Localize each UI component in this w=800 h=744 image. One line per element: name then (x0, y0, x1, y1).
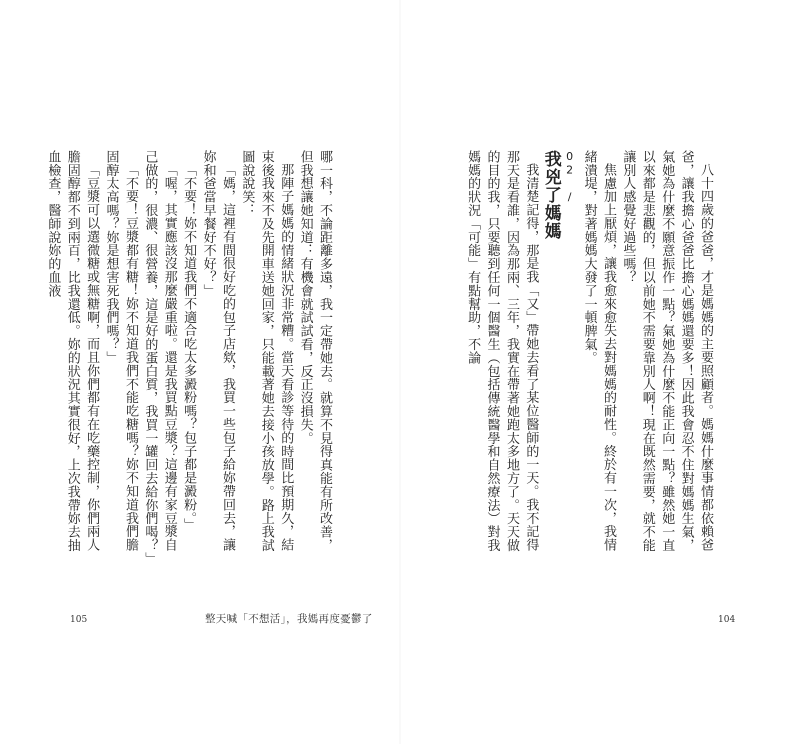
page-number-right: 104 (718, 615, 736, 625)
chapter-title: 我兇了媽媽 (540, 150, 561, 240)
paragraph: 我清楚記得，那是我「又」帶她去看了某位醫師的一天。我不記得那天是看誰，因為那兩、三年，我實在帶著她跑太多地方了。天天做的目的我，只要聽到任何一個醫生（包括傳統醫學和自然療法）對我媽媽的狀況「可能」有點幫助，不論 (465, 150, 539, 552)
chapter-number: 02 / (563, 150, 577, 204)
left-page-text (43, 150, 334, 566)
paragraph: 「媽，這裡有間很好吃的包子店欸，我買一些包子給妳帶回去，讓妳和爸當早餐好不好？」 (200, 150, 235, 552)
paragraph: 「不要！妳不知道我們不適合吃太多澱粉嗎？包子都是澱粉。」 (181, 163, 197, 532)
running-head: 整天喊「不想活」，我媽再度憂鬱了 (205, 613, 373, 625)
left-page (45, 150, 334, 570)
paragraph: 「豆漿可以選微糖或無糖啊，而且你們都有在吃藥控制，你們兩人膽固醇都不到兩百，比我還低。妳的狀況其實很好，上次我帶妳去抽血檢查，醫師說妳的血液 (45, 150, 100, 552)
right-page (440, 150, 715, 570)
right-page-text (463, 150, 715, 560)
paragraph: 焦慮加上厭煩，讓我愈來愈失去對媽媽的耐性。終於有一次，我情緒潰堤，對著媽媽大發了一頓脾氣。 (581, 150, 616, 552)
paragraph: 「喔，其實應該沒那麼嚴重啦。還是我買點豆漿？這邊有家豆漿自己做的，很濃、很營養，這是好的蛋白質，我買一罐回去給你們喝？」 (142, 150, 177, 566)
paragraph: 哪一科，不論距離多遠，我一定帶她去。就算不見得真能有所改善，但我想讓她知道：有機會就試試看，反正沒損失。 (297, 150, 332, 552)
page-number-left: 105 (70, 615, 88, 625)
paragraph: 「不要！豆漿都有糖！妳不知道我們不能吃糖嗎？妳不知道我們膽固醇太高嗎？妳是想害死我們嗎？」 (103, 150, 138, 552)
paragraph: 那陣子媽媽的情緒狀況非常糟。當天看診等待的時間比預期久，結束後我來不及先開車送她回家，只能載著她去接小孩放學。路上我試圖說說笑： (239, 150, 294, 552)
book-gutter (399, 0, 401, 744)
paragraph: 八十四歲的爸爸，才是媽媽的主要照顧者。媽媽什麼事情都依賴爸爸，讓我擔心爸爸比擔心媽媽還要多！因此我會忍不住對媽媽生氣，氣她為什麼不願意振作一點？氣她為什麼不能正向一點？雖然她一直以來都是悲觀的，但以前她不需要靠別人啊！現在既然需要，就不能讓別人感覺好過些嗎？ (620, 150, 713, 552)
